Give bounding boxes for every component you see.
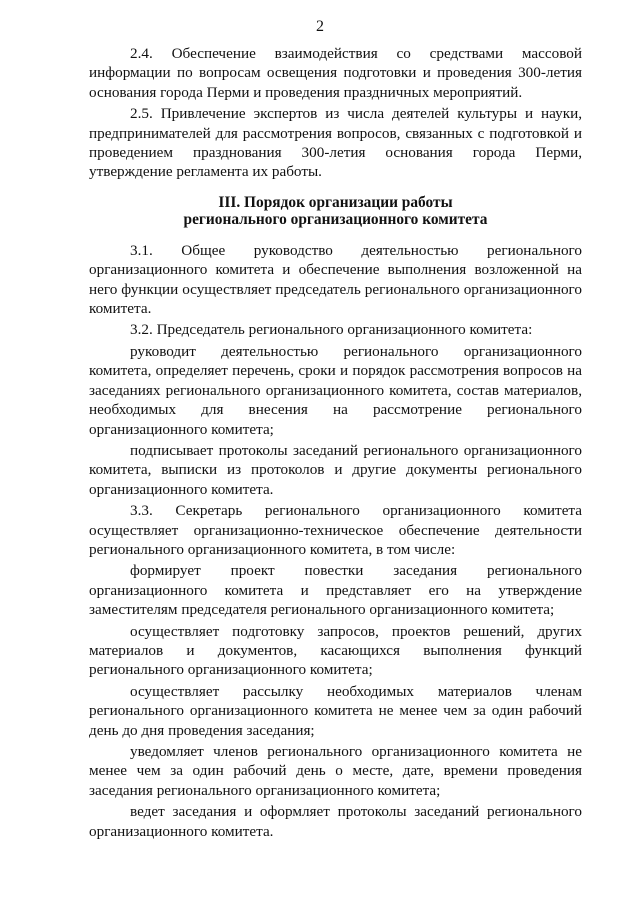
paragraph-3-3-item-5: ведет заседания и оформляет протоколы заседаний регионального организационного комитета. (89, 803, 582, 840)
paragraph-3-3: 3.3. Секретарь регионального организационного комитета осуществляет организационно-техническое обеспечение деятельности регионального организационного комитета, в том числе: (89, 502, 582, 558)
paragraph-2-4: 2.4. Обеспечение взаимодействия со средствами массовой информации по вопросам освещения подготовки и проведения 300-летия основания города Перми и проведения праздничных мероприятий. (89, 45, 582, 101)
page-number: 2 (316, 18, 324, 35)
document-body (89, 44, 582, 841)
section-heading (89, 194, 582, 228)
paragraph-3-3-item-2: осуществляет подготовку запросов, проектов решений, других материалов и документов, касающихся выполнения функций регионального организационного комитета; (89, 622, 582, 679)
section-heading-line2: регионального организационного комитета (183, 210, 488, 228)
paragraph-3-1: 3.1. Общее руководство деятельностью регионального организационного комитета и обеспечение выполнения возложенной на него функции осуществляет председатель регионального организационного комитета. (89, 241, 582, 318)
paragraph-3-3-item-4: уведомляет членов регионального организационного комитета не менее чем за один рабочий день о месте, дате, времени проведения заседания регионального организационного комитета; (89, 743, 582, 799)
paragraph-2-5: 2.5. Привлечение экспертов из числа деятелей культуры и науки, предпринимателей для рассмотрения вопросов, связанных с подготовкой и проведением празднования 300-летия основания города Перми, утверждение регламента их работы. (89, 105, 582, 181)
paragraph-3-2-item-2: подписывает протоколы заседаний регионального организационного комитета, выписки из протоколов и другие документы регионального организационного комитета. (89, 441, 582, 498)
section-heading-line1: III. Порядок организации работы (218, 193, 453, 211)
paragraph-3-3-item-3: осуществляет рассылку необходимых материалов членам регионального организационного комитета не менее чем за один рабочий день до дня проведения заседания; (89, 682, 582, 739)
paragraph-3-2-item-1: руководит деятельностью регионального организационного комитета, определяет перечень, сроки и порядок рассмотрения вопросов на заседаниях регионального организационного комитета, состав материалов, необходимых для внесения на рассмотрение регионального организационного комитета; (89, 342, 582, 438)
paragraph-3-2: 3.2. Председатель регионального организационного комитета: (130, 321, 533, 339)
paragraph-3-3-item-1: формирует проект повестки заседания регионального организационного комитета и представляет его на утверждение заместителям председателя регионального организационного комитета; (89, 562, 582, 619)
